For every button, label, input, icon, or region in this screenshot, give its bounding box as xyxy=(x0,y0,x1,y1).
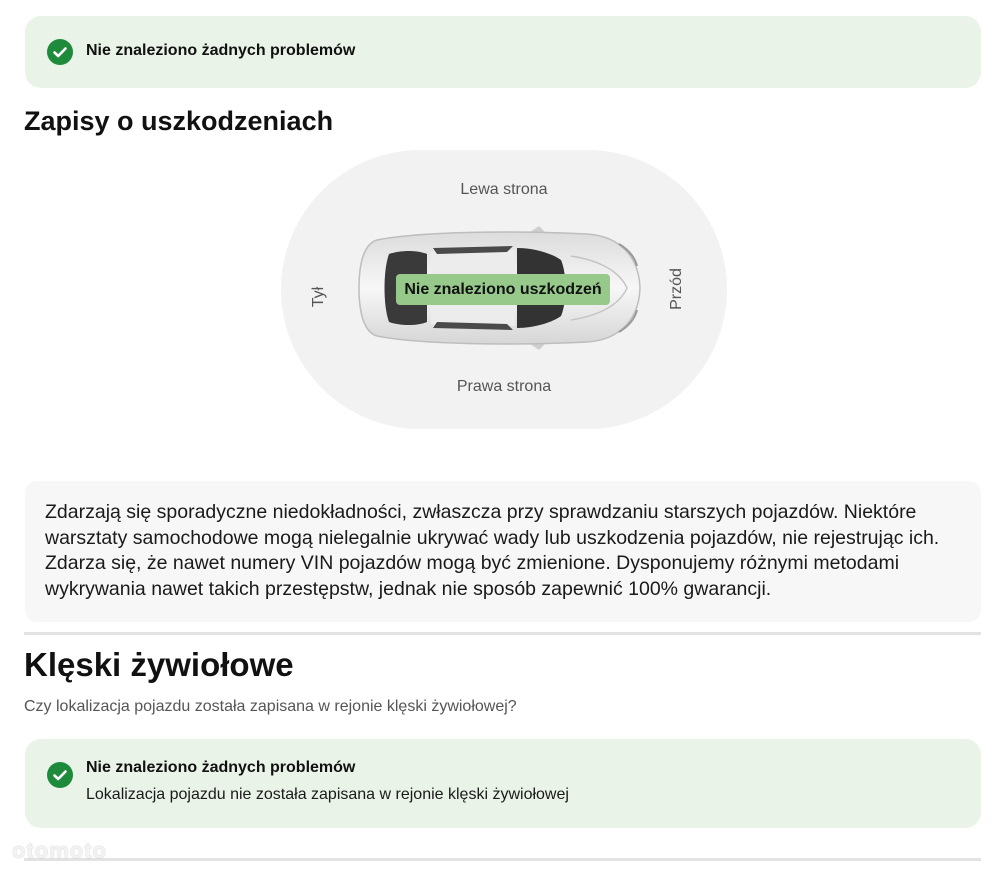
section-divider xyxy=(24,858,981,861)
watermark-logo: otomoto xyxy=(12,838,107,863)
left-side-label: Lewa strona xyxy=(460,181,548,198)
disaster-status-title: Nie znaleziono żadnych problemów xyxy=(86,759,356,776)
check-circle-icon xyxy=(47,39,73,65)
no-damage-badge: Nie znaleziono uszkodzeń xyxy=(396,274,610,305)
right-side-label: Prawa strona xyxy=(456,378,552,395)
front-label: Przód xyxy=(667,268,685,310)
damage-records-title: Zapisy o uszkodzeniach xyxy=(24,106,334,136)
disaster-question: Czy lokalizacja pojazdu została zapisana w rejonie klęski żywiołowej? xyxy=(24,698,517,715)
top-status-banner xyxy=(25,16,981,88)
disclaimer-text: Zdarzają się sporadyczne niedokładności, zwłaszcza przy sprawdzaniu starszych pojazdów. Niektóre warsztaty samochodowe mogą nielegalnie ukrywać wady lub uszkodzenia pojazdów, nie rejestrując ich. Zdarza się, że nawet numery VIN pojazdów mogą być zmienione. Dysponujemy różnymi metodami wykrywania nawet takich przestępstw, jednak nie sposób zapewnić 100% gwarancji. xyxy=(45,501,940,600)
top-status-title: Nie znaleziono żadnych problemów xyxy=(86,42,356,59)
natural-disasters-title: Klęski żywiołowe xyxy=(24,646,294,683)
disaster-status-banner xyxy=(25,739,981,828)
damage-diagram xyxy=(281,150,727,429)
disaster-status-subtitle: Lokalizacja pojazdu nie została zapisana w rejonie klęski żywiołowej xyxy=(86,786,569,803)
rear-label: Tył xyxy=(310,286,328,308)
check-circle-icon xyxy=(47,762,73,788)
section-divider xyxy=(24,632,981,635)
disclaimer-box xyxy=(25,481,981,622)
